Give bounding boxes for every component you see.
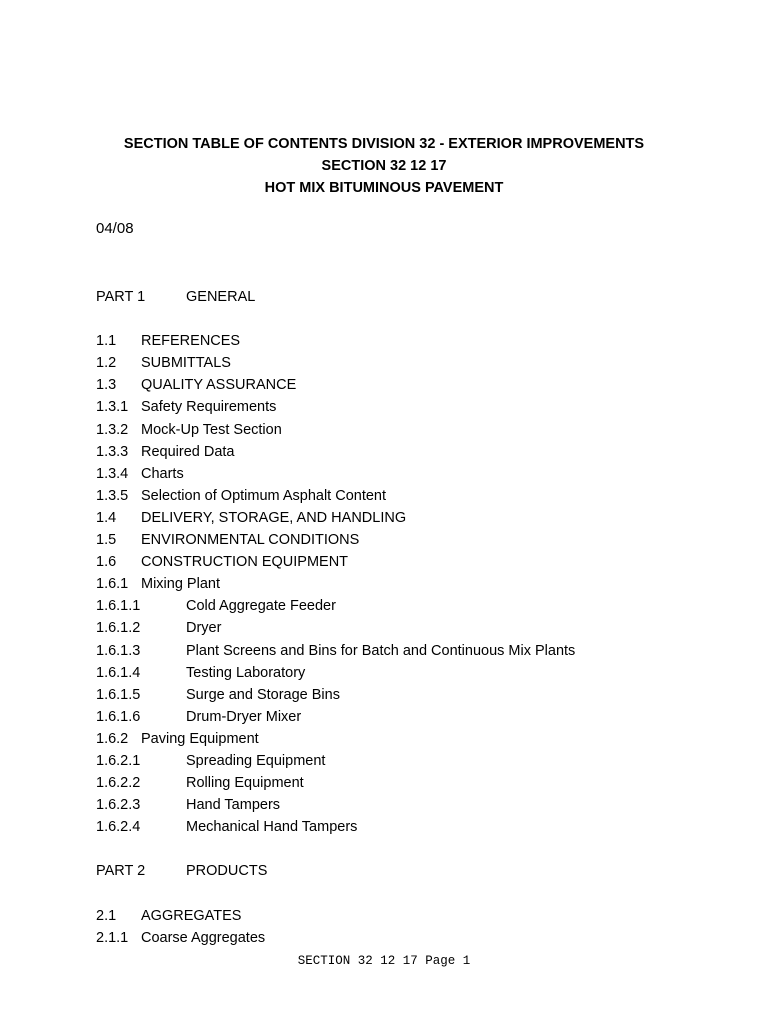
- toc-entry: [96, 816, 736, 838]
- table-of-contents: [96, 286, 736, 949]
- toc-entry-number: 1.3.2: [96, 421, 129, 438]
- section-title: SECTION TABLE OF CONTENTS DIVISION 32 - EXTERIOR IMPROVEMENTS: [123, 136, 645, 152]
- toc-entry-number: 1.3.3: [96, 443, 129, 460]
- toc-entry-title: GENERAL: [186, 289, 256, 305]
- toc-entry-title: SUBMITTALS: [141, 355, 231, 372]
- toc-entry-number: 1.3: [96, 377, 117, 394]
- toc-entry-title: CONSTRUCTION EQUIPMENT: [141, 554, 349, 571]
- toc-entry-title: Cold Aggregate Feeder: [186, 598, 336, 615]
- toc-entry-title: Mechanical Hand Tampers: [186, 819, 358, 836]
- toc-entry-number: 1.3.5: [96, 487, 129, 504]
- toc-entry: [96, 551, 736, 573]
- toc-entry-number: 1.6.1.1: [96, 598, 141, 615]
- toc-entry: [96, 640, 736, 662]
- toc-entry-number: 1.6.1.2: [96, 620, 141, 637]
- toc-entry: [96, 905, 736, 927]
- toc-entry: [96, 441, 736, 463]
- toc-entry: [96, 507, 736, 529]
- toc-entry-number: 1.6.1.3: [96, 642, 141, 659]
- toc-entry: [96, 463, 736, 485]
- toc-entry-title: Rolling Equipment: [186, 775, 304, 792]
- toc-entry: [96, 772, 736, 794]
- toc-entry: [96, 396, 736, 418]
- document-date: 04/08: [96, 220, 134, 237]
- toc-entry: [96, 617, 736, 639]
- toc-entry-number: 2.1.1: [96, 929, 129, 946]
- toc-entry: [96, 860, 736, 882]
- toc-entry-number: 1.6.1: [96, 576, 129, 593]
- toc-entry-title: Dryer: [186, 620, 222, 637]
- toc-entry-title: ENVIRONMENTAL CONDITIONS: [141, 532, 360, 549]
- toc-entry-title: Mixing Plant: [141, 576, 220, 593]
- toc-entry-number: 1.1: [96, 333, 117, 350]
- toc-entry-number: 1.6.2.2: [96, 775, 141, 792]
- toc-entry-title: Hand Tampers: [186, 797, 281, 814]
- section-subject: HOT MIX BITUMINOUS PAVEMENT: [264, 180, 504, 196]
- toc-entry-title: QUALITY ASSURANCE: [141, 377, 297, 394]
- toc-entry: [96, 794, 736, 816]
- toc-entry: [96, 728, 736, 750]
- toc-entry: [96, 485, 736, 507]
- toc-entry-number: 1.4: [96, 509, 117, 526]
- toc-entry-number: 1.6: [96, 554, 117, 571]
- toc-entry-number: PART 1: [96, 289, 146, 305]
- toc-entry-number: 1.6.2.4: [96, 819, 141, 836]
- toc-spacer: [96, 838, 736, 860]
- toc-entry: [96, 684, 736, 706]
- toc-entry-number: 1.6.1.5: [96, 686, 141, 703]
- toc-entry: [96, 706, 736, 728]
- toc-entry-title: Testing Laboratory: [186, 664, 306, 681]
- toc-entry-number: 1.6.1.4: [96, 664, 141, 681]
- toc-entry-title: Required Data: [141, 443, 235, 460]
- toc-entry: [96, 529, 736, 551]
- toc-entry-number: 1.6.2.1: [96, 752, 141, 769]
- toc-entry: [96, 573, 736, 595]
- toc-entry-title: Coarse Aggregates: [141, 929, 266, 946]
- toc-entry-number: 1.6.1.6: [96, 708, 141, 725]
- toc-entry-title: Drum-Dryer Mixer: [186, 708, 302, 725]
- toc-entry-title: PRODUCTS: [186, 863, 268, 880]
- toc-entry-number: 1.5: [96, 532, 117, 549]
- toc-entry-title: Safety Requirements: [141, 399, 277, 416]
- toc-entry: [96, 662, 736, 684]
- toc-entry: [96, 750, 736, 772]
- toc-entry: [96, 419, 736, 441]
- toc-spacer: [96, 308, 736, 330]
- toc-entry: [96, 352, 736, 374]
- toc-entry-number: 1.2: [96, 355, 117, 372]
- toc-entry: [96, 286, 736, 308]
- toc-entry-number: 1.3.1: [96, 399, 129, 416]
- toc-entry: [96, 595, 736, 617]
- toc-entry-title: Spreading Equipment: [186, 752, 326, 769]
- toc-entry-title: AGGREGATES: [141, 907, 242, 924]
- toc-entry: [96, 927, 736, 949]
- toc-entry-title: Mock-Up Test Section: [141, 421, 282, 438]
- toc-entry-title: Surge and Storage Bins: [186, 686, 340, 703]
- toc-spacer: [96, 883, 736, 905]
- toc-entry-title: Charts: [141, 465, 184, 482]
- toc-entry-title: REFERENCES: [141, 333, 241, 350]
- toc-entry-title: DELIVERY, STORAGE, AND HANDLING: [141, 509, 407, 526]
- toc-entry-number: PART 2: [96, 863, 146, 880]
- toc-entry-number: 2.1: [96, 907, 117, 924]
- toc-entry-title: Selection of Optimum Asphalt Content: [141, 487, 387, 504]
- toc-entry: [96, 330, 736, 352]
- toc-entry-title: Paving Equipment: [141, 730, 259, 747]
- toc-entry-number: 1.6.2.3: [96, 797, 141, 814]
- page-footer: SECTION 32 12 17 Page 1: [297, 954, 471, 968]
- toc-entry-number: 1.3.4: [96, 465, 129, 482]
- toc-entry-title: Plant Screens and Bins for Batch and Continuous Mix Plants: [186, 642, 576, 659]
- section-number: SECTION 32 12 17: [321, 158, 447, 174]
- toc-entry-number: 1.6.2: [96, 730, 129, 747]
- toc-entry: [96, 374, 736, 396]
